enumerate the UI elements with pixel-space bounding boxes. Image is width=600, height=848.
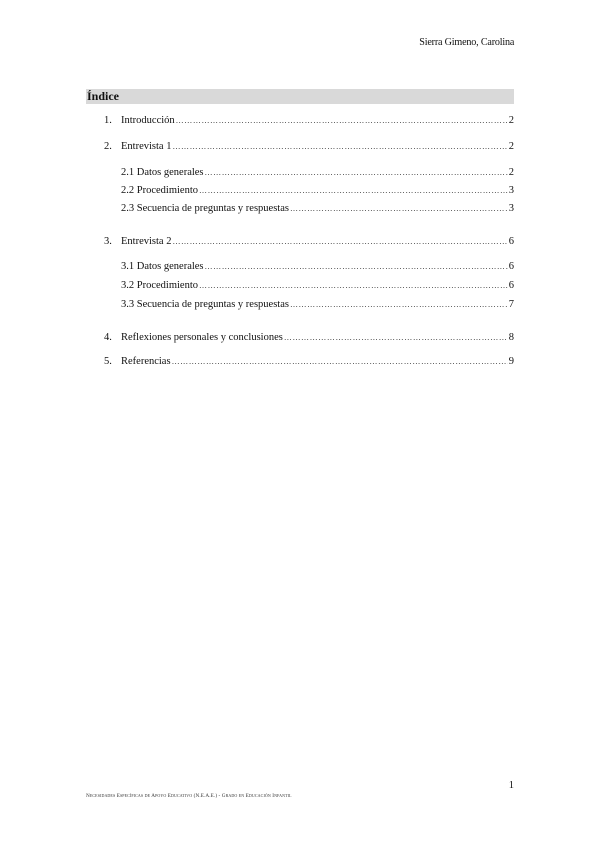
toc-entry-page: 6	[508, 261, 514, 272]
toc-entry-number: 3.	[104, 236, 112, 247]
toc-entry-label: Referencias	[121, 356, 171, 367]
toc-entry-number: 2.	[104, 141, 112, 152]
toc-heading-bar	[86, 89, 514, 104]
toc-entry-number: 5.	[104, 356, 112, 367]
toc-leader-dots	[172, 355, 508, 369]
toc-leader-dots	[199, 279, 508, 293]
toc-entry-page: 2	[508, 141, 514, 152]
toc-entry[interactable]	[0, 184, 600, 198]
page-number: 1	[508, 780, 514, 791]
toc-leader-dots	[172, 235, 507, 249]
toc-entry-page: 6	[508, 280, 514, 291]
toc-entry-label: 3.1 Datos generales	[121, 261, 204, 272]
page-footer: Necesidades Específicas de Apoyo Educativo (N.E.A.E.) - Grado en Educación Infantil	[86, 793, 292, 799]
page-header-author: Sierra Gimeno, Carolina	[419, 36, 514, 48]
toc-entry-label: Entrevista 2	[121, 236, 172, 247]
toc-entry-label: 2.2 Procedimiento	[121, 185, 198, 196]
toc-leader-dots	[172, 140, 507, 154]
toc-leader-dots	[205, 260, 508, 274]
toc-heading: Índice	[87, 89, 120, 103]
toc-entry-label: 3.3 Secuencia de preguntas y respuestas	[121, 299, 289, 310]
toc-entry-label: 2.1 Datos generales	[121, 167, 204, 178]
toc-entry[interactable]	[0, 331, 600, 345]
toc-entry[interactable]	[0, 202, 600, 216]
toc-entry-page: 7	[508, 299, 514, 310]
toc-entry[interactable]	[0, 260, 600, 274]
toc-entry-label: Entrevista 1	[121, 141, 172, 152]
toc-entry-label: 3.2 Procedimiento	[121, 280, 198, 291]
toc-entry-page: 2	[508, 115, 514, 126]
toc-entry-page: 8	[508, 332, 514, 343]
toc-entry[interactable]	[0, 355, 600, 369]
toc-leader-dots	[284, 331, 508, 345]
toc-leader-dots	[290, 202, 508, 216]
toc-leader-dots	[176, 114, 508, 128]
toc-leader-dots	[205, 166, 508, 180]
toc-entry-page: 2	[508, 167, 514, 178]
toc-entry-number: 4.	[104, 332, 112, 343]
toc-entry-page: 3	[508, 185, 514, 196]
toc-entry-number: 1.	[104, 115, 112, 126]
toc-entry[interactable]	[0, 114, 600, 128]
toc-entry[interactable]	[0, 298, 600, 312]
toc-entry-page: 9	[508, 356, 514, 367]
toc-leader-dots	[290, 298, 508, 312]
toc-entry[interactable]	[0, 279, 600, 293]
toc-entry[interactable]	[0, 166, 600, 180]
toc-entry[interactable]	[0, 235, 600, 249]
toc-entry-label: 2.3 Secuencia de preguntas y respuestas	[121, 203, 289, 214]
toc-leader-dots	[199, 184, 508, 198]
toc-entry[interactable]	[0, 140, 600, 154]
toc-entry-page: 3	[508, 203, 514, 214]
toc-entry-label: Reflexiones personales y conclusiones	[121, 332, 283, 343]
toc-entry-page: 6	[508, 236, 514, 247]
toc-entry-label: Introducción	[121, 115, 175, 126]
